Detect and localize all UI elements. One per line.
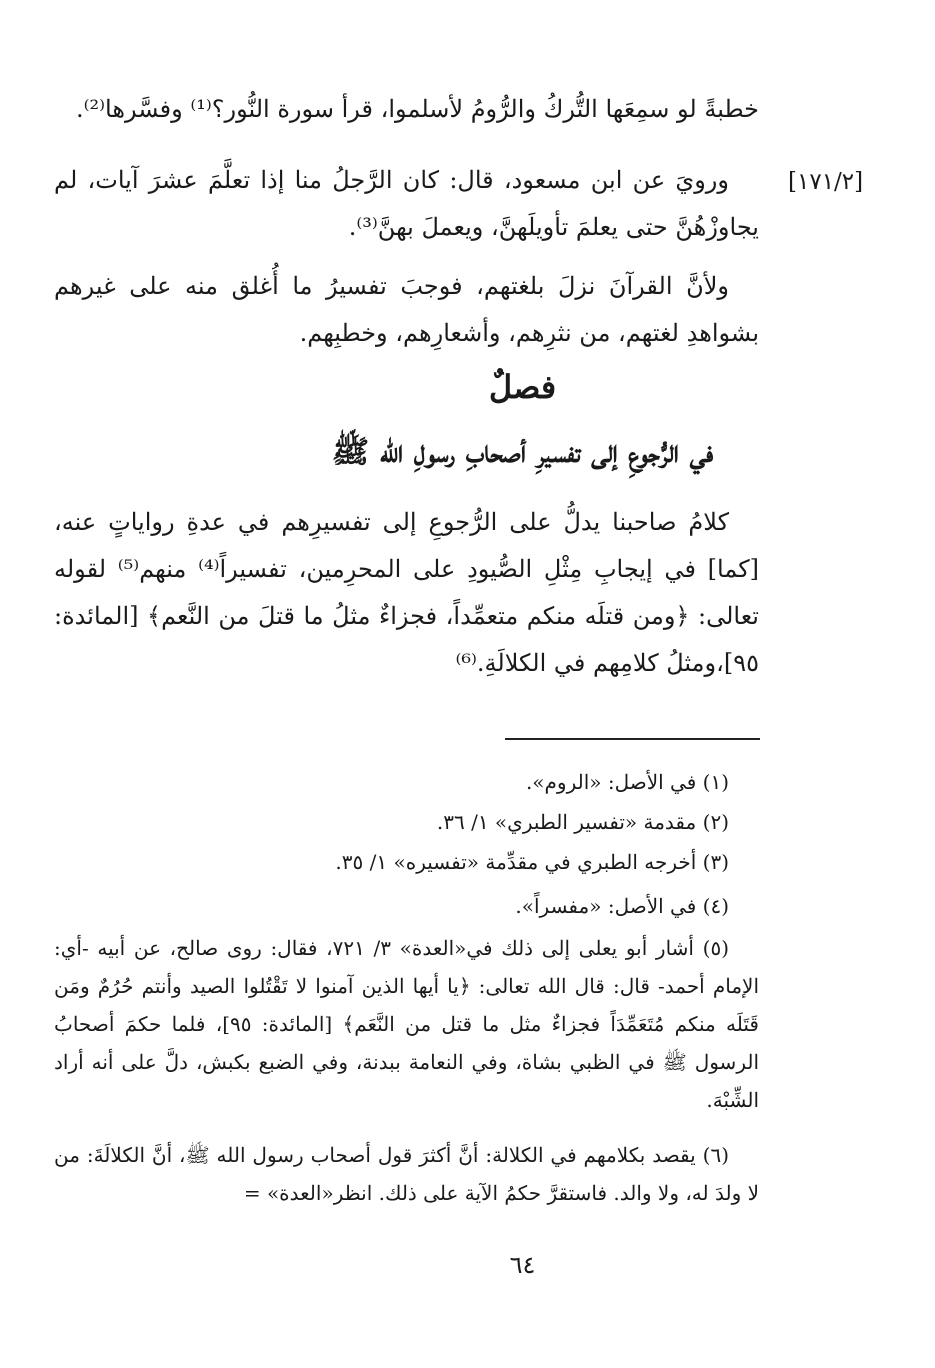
section-title: في الرُّجوعِ إلى تفسيرِ أصحابِ رسولِ الله ﷺ <box>331 434 714 470</box>
paragraph-1: خطبةً لو سمِعَها التُّركُ والرُّومُ لأسلموا، قرأ سورة النُّور؟⁽¹⁾ وفسَّرها⁽²⁾. <box>75 95 759 123</box>
footnote-2: (٢) مقدمة «تفسير الطبري» ١/ ٣٦. <box>436 810 729 834</box>
footnote-separator <box>505 738 760 740</box>
footnote-1: (١) في الأصل: «الروم». <box>525 770 729 794</box>
section-heading-fasl: فصلٌ <box>488 368 557 406</box>
footnote-6: (٦) يقصد بكلامهم في الكلالة: أنَّ أكثرَ قول أصحاب رسول الله ﷺ، أنَّ الكلالَةَ: من لا ولدَ له، ولا والد. فاستقرَّ حكمُ الآية على ذلك. انظر«العدة» = <box>54 1143 759 1205</box>
paragraph-4: كلامُ صاحبنا يدلُّ على الرُّجوعِ إلى تفسيرِهم في عدةِ رواياتٍ عنه، [كما] في إيجابِ مِثْلِ الصُّيودِ على المحرِمين، تفسيراً⁽⁴⁾ منهم⁽⁵⁾ لقوله تعالى: ﴿ومن قتلَه منكم متعمِّداً، فجزاءٌ مثلُ ما قتلَ من النَّعم﴾ [المائدة: ٩٥]،ومثلُ كلامِهم في الكلالَةِ.⁽⁶⁾ <box>54 508 759 677</box>
footnote-3: (٣) أخرجه الطبري في مقدِّمة «تفسيره» ١/ ٣٥. <box>335 850 729 874</box>
footnote-4: (٤) في الأصل: «مفسراً». <box>515 894 729 918</box>
footnote-5: (٥) أشار أبو يعلى إلى ذلك في«العدة» ٣/ ٧٢١، فقال: روى صالح، عن أبيه -أي: الإمام أحمد- قال: قال الله تعالى: ﴿يا أيها الذين آمنوا لا تَقْتُلوا الصيد وأنتم حُرُمٌ ومَن قَتَلَه منكم مُتَعَمِّدَاً فجزاءٌ مثل ما قتل من النَّعَم﴾ [المائدة: ٩٥]، فلما حكمَ أصحابُ الرسول ﷺ في الظبي بشاة، وفي النعامة ببدنة، وفي الضبع بكبش، دلَّ على أنه أراد الشِّبْهَ. <box>54 936 759 1112</box>
margin-reference: [١٧١/٢] <box>788 169 864 195</box>
page-number: ٦٤ <box>509 1251 536 1279</box>
paragraph-3: ولأنَّ القرآنَ نزلَ بلغتهم، فوجبَ تفسيرُ ما أُغلق منه على غيرهم بشواهدِ لغتهم، من نثرِهم، وأشعارِهم، وخطبِهم. <box>54 272 759 347</box>
paragraph-2: ورويَ عن ابن مسعود، قال: كان الرَّجلُ منا إذا تعلَّمَ عشرَ آيات، لم يجاوزْهُنَّ حتى يعلمَ تأويلَهنَّ، ويعملَ بهنَّ⁽³⁾. <box>54 166 759 241</box>
